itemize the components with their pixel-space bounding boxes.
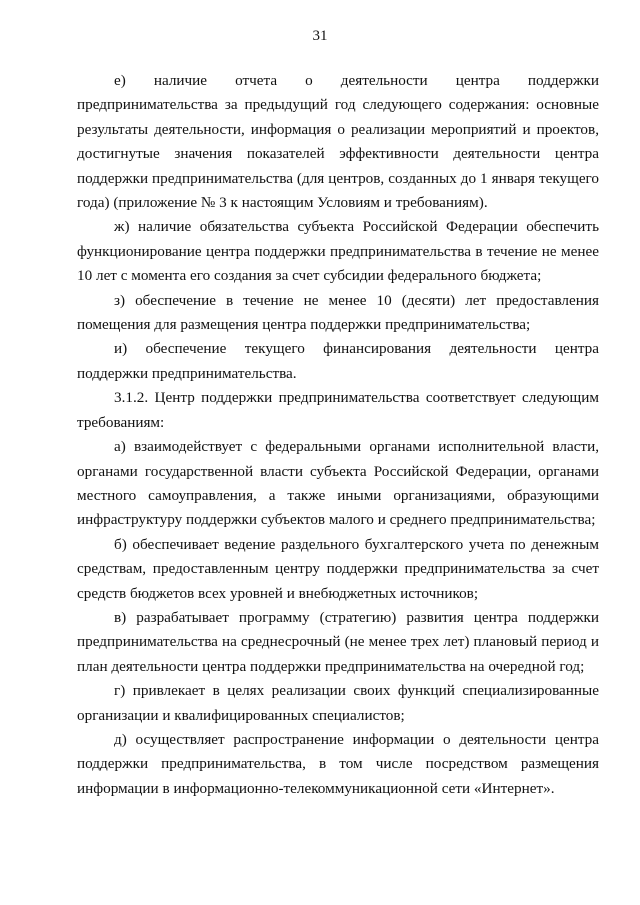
text-line: е) наличие отчета о деятельности центра поддержки [114, 72, 599, 89]
text-line: результаты деятельности, информация о реализации мероприятий и проектов, [77, 120, 599, 138]
text-line: средствам, предоставленным центру поддержки предпринимательства за счет [77, 560, 599, 578]
text-line: 10 лет с момента его создания за счет субсидии федерального бюджета; [77, 267, 542, 285]
text-line: местного самоуправления, а также иными организациями, образующими [77, 486, 599, 504]
paragraph-v [77, 606, 599, 679]
text-line: г) привлекает в целях реализации своих функций специализированные [114, 682, 599, 700]
text-line: в) разрабатывает программу (стратегию) развития центра поддержки [114, 608, 599, 626]
text-line: 3.1.2. Центр поддержки предпринимательства соответствует следующим [114, 389, 599, 407]
paragraph-zh [77, 215, 599, 288]
text-line: помещения для размещения центра поддержки предпринимательства; [77, 316, 531, 334]
paragraph-a [77, 435, 599, 533]
paragraph-i [77, 337, 599, 386]
paragraph-p312 [77, 386, 599, 435]
text-line: достигнутые значения показателей эффективности деятельности центра [77, 145, 599, 163]
paragraph-d [77, 728, 599, 801]
document-body [77, 69, 599, 801]
paragraph-g [77, 679, 599, 728]
text-line: органами государственной власти субъекта Российской Федерации, органами [77, 462, 599, 480]
text-line: д) осуществляет распространение информации о деятельности центра [114, 730, 599, 748]
text-line: требованиям: [77, 413, 165, 431]
text-line: поддержки предпринимательства. [77, 364, 297, 382]
text-line: функционирование центра поддержки предпринимательства в течение не менее [77, 242, 599, 260]
text-line: и) обеспечение текущего финансирования деятельности центра [114, 340, 599, 358]
text-line: поддержки предпринимательства, в том числе посредством размещения [77, 755, 599, 773]
paragraph-z [77, 289, 599, 338]
text-line: инфраструктуру поддержки субъектов малого и среднего предпринимательства; [77, 511, 596, 529]
page-number: 31 [312, 28, 328, 44]
text-line: з) обеспечение в течение не менее 10 (десяти) лет предоставления [114, 291, 599, 309]
text-line: информации в информационно-телекоммуникационной сети «Интернет». [77, 779, 555, 797]
text-line: организации и квалифицированных специалистов; [77, 706, 405, 724]
paragraph-e [77, 69, 599, 215]
text-line: предпринимательства за предыдущий год следующего содержания: основные [77, 96, 599, 114]
text-line: средств бюджетов всех уровней и внебюджетных источников; [77, 584, 479, 602]
text-line: года) (приложение № 3 к настоящим Условиям и требованиям). [77, 194, 488, 212]
text-line: план деятельности центра поддержки предпринимательства на очередной год; [77, 657, 585, 675]
text-line: ж) наличие обязательства субъекта Российской Федерации обеспечить [114, 218, 599, 236]
text-line: а) взаимодействует с федеральными органами исполнительной власти, [114, 438, 599, 456]
paragraph-b [77, 533, 599, 606]
text-line: б) обеспечивает ведение раздельного бухгалтерского учета по денежным [114, 535, 599, 553]
text-line: поддержки предпринимательства (для центров, созданных до 1 января текущего [77, 169, 599, 187]
text-line: предпринимательства на среднесрочный (не менее трех лет) плановый период и [77, 633, 599, 651]
